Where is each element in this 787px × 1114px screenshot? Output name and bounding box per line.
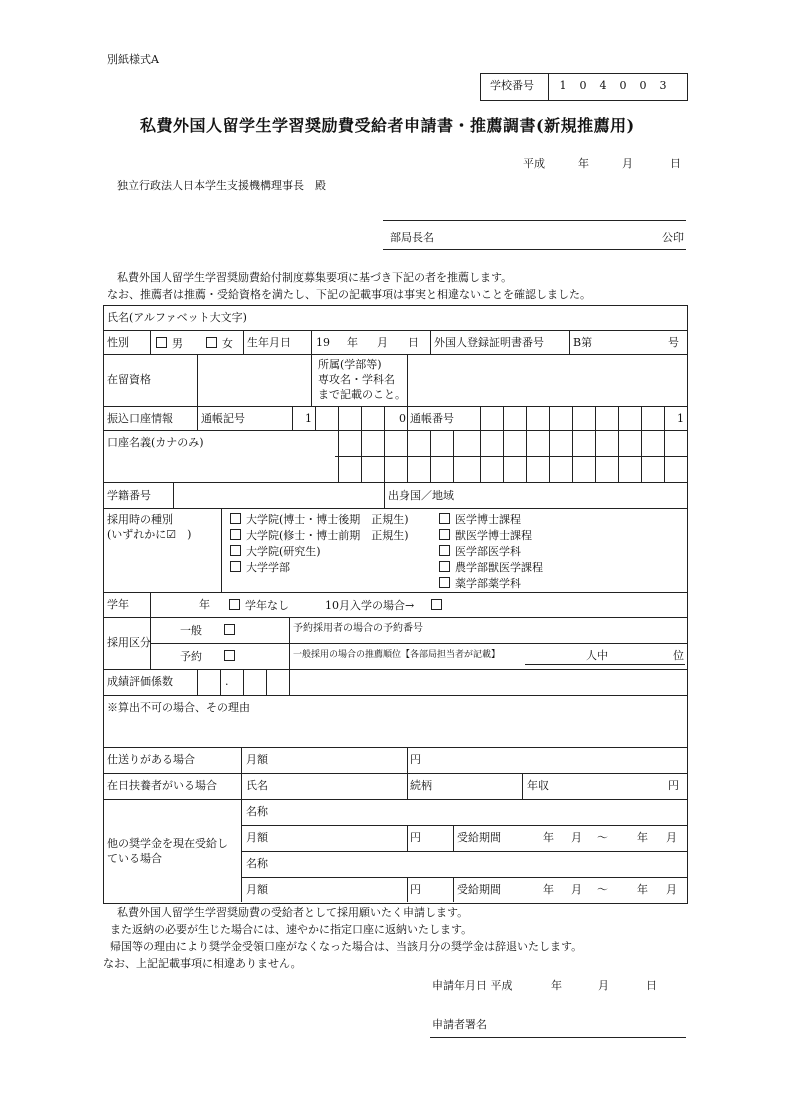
- checkbox-icon[interactable]: [439, 529, 450, 540]
- rank-people: 人中: [586, 649, 608, 662]
- intro-line-2: なお、推薦者は推薦・受給資格を満たし、下記の記載事項は事実と相違ないことを確認しました。: [107, 288, 591, 301]
- page-title: 私費外国人留学生学習奨励費受給者申請書・推薦調書(新規推薦用): [140, 116, 635, 135]
- dept-head-label: 部局長名: [390, 231, 434, 244]
- checkbox-icon[interactable]: [206, 337, 217, 348]
- checkbox-icon[interactable]: [230, 529, 241, 540]
- name-label: 氏名(アルファベット大文字): [107, 311, 247, 324]
- grade-label: 学年: [107, 598, 129, 611]
- scholarship-1-from-year: 年: [543, 831, 554, 844]
- gpa-label: 成績評価係数: [107, 675, 173, 688]
- relation-label: 続柄: [410, 779, 432, 792]
- income-yen: 円: [668, 779, 679, 792]
- scholarship-1-yen: 円: [410, 831, 421, 844]
- dob-day-unit: 日: [408, 336, 419, 349]
- rank-position: 位: [673, 649, 684, 662]
- passbook-number-label: 通帳番号: [410, 412, 454, 425]
- checkbox-icon[interactable]: [230, 513, 241, 524]
- account-name-label: 口座名義(カナのみ): [107, 436, 204, 449]
- signature-label: 申請者署名: [432, 1018, 487, 1031]
- student-number-label: 学籍番号: [107, 489, 151, 502]
- checkbox-icon[interactable]: [229, 599, 240, 610]
- dob-year-unit: 年: [347, 336, 358, 349]
- school-number-digits: 1 0 4 0 0 3: [559, 79, 667, 92]
- checkbox-icon[interactable]: [431, 599, 442, 610]
- income-label: 年収: [527, 779, 549, 792]
- reserved-number-label: 予約採用者の場合の予約番号: [293, 623, 423, 634]
- passbook-code-label: 通帳記号: [201, 412, 245, 425]
- date-era: 平成: [523, 157, 545, 170]
- alien-reg-suffix: 号: [668, 336, 679, 349]
- date-month-unit: 月: [622, 157, 633, 170]
- alien-reg-prefix: B第: [573, 336, 593, 349]
- dependents-label: 在日扶養者がいる場合: [107, 779, 217, 792]
- checkbox-icon[interactable]: [230, 545, 241, 556]
- dependent-name-label: 氏名: [246, 779, 268, 792]
- signature-line[interactable]: [430, 1037, 686, 1038]
- form-code: 別紙様式A: [107, 53, 159, 66]
- remittance-yen: 円: [410, 753, 421, 766]
- bank-info-label: 振込口座情報: [107, 412, 173, 425]
- scholarship-2-name-label: 名称: [246, 857, 268, 870]
- other-scholarship-label-1: 他の奨学金を現在受給し: [107, 837, 228, 850]
- checkbox-icon[interactable]: [439, 545, 450, 556]
- date-day-unit: 日: [670, 157, 681, 170]
- declaration-1: 私費外国人留学生学習奨励費の受給者として採用願いたく申請します。: [117, 906, 469, 919]
- gender-male-option[interactable]: 男: [156, 337, 183, 349]
- scholarship-2-monthly-label: 月額: [246, 883, 268, 896]
- intro-line-1: 私費外国人留学生学習奨励費給付制度募集要項に基づき下記の者を推薦します。: [117, 271, 513, 284]
- checkbox-icon[interactable]: [439, 561, 450, 572]
- category-option-medical-phd[interactable]: 医学博士課程: [439, 513, 521, 525]
- scholarship-1-name-label: 名称: [246, 805, 268, 818]
- gpa-dot: .: [225, 675, 229, 688]
- scholarship-2-from-month: 月: [571, 883, 582, 896]
- category-label-1: 採用時の種別: [107, 513, 173, 526]
- gpa-reason-label: ※算出不可の場合、その理由: [107, 701, 250, 714]
- scholarship-2-from-year: 年: [543, 883, 554, 896]
- no-grade-option[interactable]: 学年なし: [229, 599, 289, 611]
- category-option-undergrad[interactable]: 大学学部: [230, 561, 290, 573]
- category-label-2: (いずれかに☑ ): [107, 528, 192, 541]
- checkbox-icon[interactable]: [156, 337, 167, 348]
- scholarship-2-yen: 円: [410, 883, 421, 896]
- category-option-vet-phd[interactable]: 獣医学博士課程: [439, 529, 532, 541]
- apply-date-month: 月: [598, 979, 609, 992]
- scholarship-2-to-year: 年: [637, 883, 648, 896]
- declaration-3: 帰国等の理由により奨学金受領口座がなくなった場合は、当該月分の奨学金は辞退いたします。: [110, 940, 583, 953]
- date-year-unit: 年: [578, 157, 589, 170]
- general-rank-label: 一般採用の場合の推薦順位【各部局担当者が記載】: [293, 650, 501, 660]
- scholarship-1-period-label: 受給期間: [457, 831, 501, 844]
- origin-label: 出身国／地域: [388, 489, 454, 502]
- adoption-label: 採用区分: [107, 636, 151, 649]
- adoption-general-option[interactable]: 一般: [180, 624, 240, 636]
- apply-date-day: 日: [646, 979, 657, 992]
- seal-label: 公印: [662, 231, 684, 244]
- other-scholarship-label-2: ている場合: [107, 852, 162, 865]
- scholarship-1-from-month: 月: [571, 831, 582, 844]
- remittance-monthly-label: 月額: [246, 753, 268, 766]
- declaration-2: また返納の必要が生じた場合には、速やかに指定口座に返納いたします。: [110, 923, 473, 936]
- checkbox-icon[interactable]: [224, 624, 235, 635]
- affiliation-label-3: まで記載のこと。: [318, 388, 406, 401]
- scholarship-2-to-month: 月: [666, 883, 677, 896]
- gender-label: 性別: [107, 336, 129, 349]
- category-option-research[interactable]: 大学院(研究生): [230, 545, 321, 557]
- category-option-vet[interactable]: 農学部獣医学課程: [439, 561, 543, 573]
- gender-female-option[interactable]: 女: [206, 337, 233, 349]
- checkbox-icon[interactable]: [439, 577, 450, 588]
- scholarship-2-period-label: 受給期間: [457, 883, 501, 896]
- alien-reg-label: 外国人登録証明書番号: [434, 336, 544, 349]
- adoption-reserved-option[interactable]: 予約: [180, 650, 240, 662]
- checkbox-icon[interactable]: [439, 513, 450, 524]
- apply-date-label: 申請年月日 平成: [432, 979, 513, 992]
- dob-label: 生年月日: [247, 336, 291, 349]
- apply-date-year: 年: [551, 979, 562, 992]
- checkbox-icon[interactable]: [224, 650, 235, 661]
- affiliation-label-1: 所属(学部等): [318, 358, 382, 371]
- october-entry-option[interactable]: 10月入学の場合→: [325, 599, 447, 611]
- passbook-code-first: 1: [305, 412, 312, 425]
- scholarship-1-tilde: ～: [597, 831, 608, 844]
- scholarship-2-tilde: ～: [597, 883, 608, 896]
- category-option-phd[interactable]: 大学院(博士・博士後期 正規生): [230, 513, 409, 525]
- dob-year: 19: [316, 336, 330, 349]
- category-option-medicine[interactable]: 医学部医学科: [439, 545, 521, 557]
- remittance-label: 仕送りがある場合: [107, 753, 195, 766]
- category-option-masters[interactable]: 大学院(修士・博士前期 正規生): [230, 529, 409, 541]
- grade-unit: 年: [199, 598, 210, 611]
- category-option-pharmacy[interactable]: 薬学部薬学科: [439, 577, 521, 589]
- school-number-label: 学校番号: [490, 79, 534, 92]
- checkbox-icon[interactable]: [230, 561, 241, 572]
- addressee: 独立行政法人日本学生支援機構理事長 殿: [117, 179, 326, 192]
- declaration-4: なお、上記記載事項に相違ありません。: [103, 957, 302, 970]
- dob-month-unit: 月: [377, 336, 388, 349]
- scholarship-1-to-month: 月: [666, 831, 677, 844]
- scholarship-1-to-year: 年: [637, 831, 648, 844]
- residence-label: 在留資格: [107, 373, 151, 386]
- scholarship-1-monthly-label: 月額: [246, 831, 268, 844]
- passbook-code-last: 0: [399, 412, 406, 425]
- affiliation-label-2: 専攻名・学科名: [318, 373, 395, 386]
- passbook-number-last: 1: [677, 412, 684, 425]
